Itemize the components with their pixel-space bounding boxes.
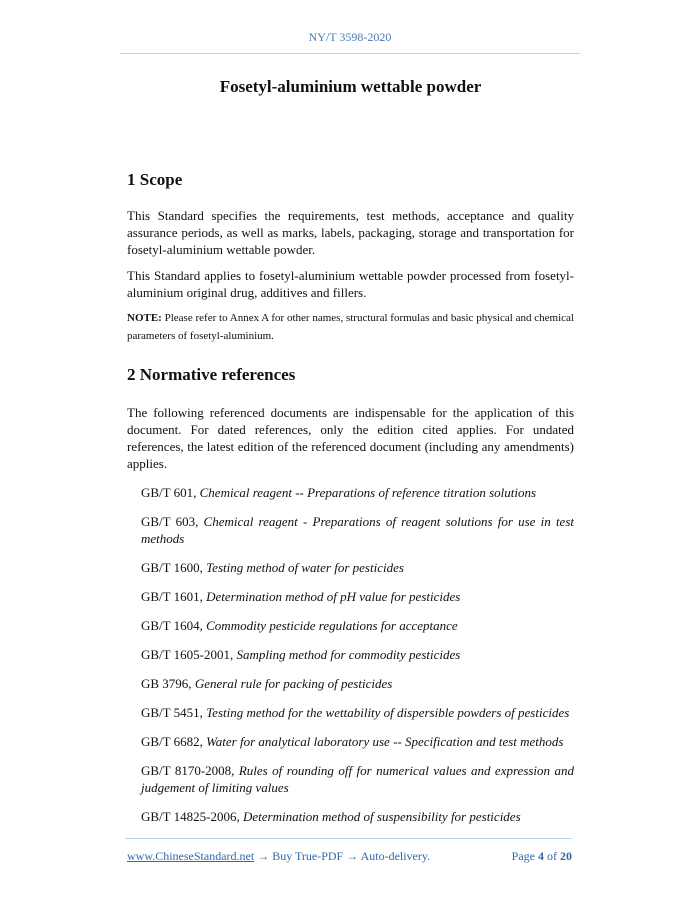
document-title: Fosetyl-aluminium wettable powder [219, 77, 482, 96]
reference-list [127, 484, 574, 825]
reference-item [141, 484, 574, 501]
page-indicator [512, 849, 572, 864]
reference-title: Determination method of pH value for pesticides [206, 589, 461, 604]
section-heading-normative: 2 Normative references [127, 365, 296, 384]
footer-divider [125, 838, 572, 839]
reference-code: GB 3796, [141, 676, 195, 691]
reference-item [141, 617, 574, 634]
reference-title: Determination method of suspensibility for pesticides [242, 809, 521, 824]
reference-item [141, 762, 574, 796]
page-current: 4 [538, 849, 544, 863]
reference-item [141, 733, 574, 750]
running-header [0, 30, 700, 45]
reference-code: GB/T 1604, [141, 618, 207, 633]
reference-item [141, 513, 574, 547]
reference-title: Testing method of water for pesticides [206, 560, 404, 575]
reference-code: GB/T 1601, [141, 589, 207, 604]
reference-item [141, 588, 574, 605]
reference-code: GB/T 1605-2001, [141, 647, 237, 662]
reference-code: GB/T 5451, [141, 705, 207, 720]
note-label: NOTE: [127, 312, 162, 324]
standard-code: NY/T 3598-2020 [308, 30, 392, 44]
section-heading-scope: 1 Scope [127, 170, 183, 189]
reference-item [141, 646, 574, 663]
reference-title: Rules of rounding off for numerical values and expression and judgement of limiting values [141, 763, 574, 795]
reference-item [141, 808, 574, 825]
reference-code: GB/T 14825-2006, [141, 809, 243, 824]
normative-intro: The following referenced documents are indispensable for the application of this document. For dated references, only the edition cited applies. For undated references, the latest edition of the referenced document (including any amendments) applies. [127, 405, 574, 471]
promo-text: → Buy True-PDF → Auto-delivery. [254, 849, 431, 863]
page-content [127, 76, 574, 825]
scope-note [127, 309, 574, 345]
reference-item [141, 559, 574, 576]
reference-title: Chemical reagent -- Preparations of reference titration solutions [199, 485, 537, 500]
reference-item [141, 704, 574, 721]
page-total: 20 [560, 849, 572, 863]
reference-code: GB/T 603, [141, 514, 204, 529]
page-of: of [547, 849, 557, 863]
scope-paragraph-1: This Standard specifies the requirements, test methods, acceptance and quality assurance periods, as well as marks, labels, packaging, storage and transportation for fosetyl-aluminium wettable powder. [127, 208, 574, 257]
note-text: Please refer to Annex A for other names, structural formulas and basic physical and chemical parameters of fosetyl-aluminium. [127, 312, 574, 342]
reference-title: Commodity pesticide regulations for acceptance [206, 618, 458, 633]
reference-code: GB/T 1600, [141, 560, 207, 575]
site-link[interactable]: www.ChineseStandard.net [127, 849, 255, 863]
reference-title: General rule for packing of pesticides [194, 676, 393, 691]
page-label: Page [511, 849, 535, 863]
header-divider [120, 53, 580, 54]
reference-code: GB/T 6682, [141, 734, 207, 749]
scope-paragraph-2: This Standard applies to fosetyl-aluminium wettable powder processed from fosetyl-aluminium original drug, additives and fillers. [127, 268, 574, 300]
reference-code: GB/T 8170-2008, [141, 763, 239, 778]
page-footer [127, 849, 572, 864]
reference-code: GB/T 601, [141, 485, 200, 500]
reference-item [141, 675, 574, 692]
reference-title: Sampling method for commodity pesticides [236, 647, 461, 662]
reference-title: Chemical reagent - Preparations of reagent solutions for use in test methods [141, 514, 574, 546]
reference-title: Water for analytical laboratory use -- Specification and test methods [206, 734, 564, 749]
reference-title: Testing method for the wettability of dispersible powders of pesticides [206, 705, 570, 720]
